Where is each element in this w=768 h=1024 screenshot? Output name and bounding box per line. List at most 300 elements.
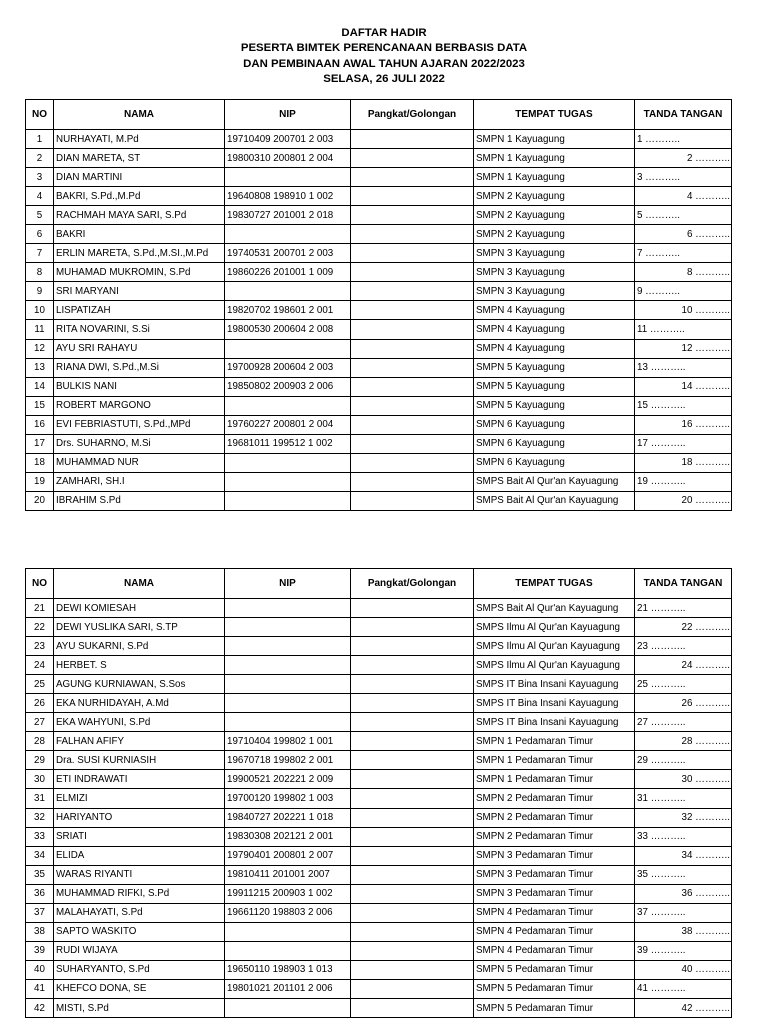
cell-pangkat xyxy=(351,998,474,1017)
cell-tanda-tangan: 5 ……….. xyxy=(635,206,732,225)
cell-nama: FALHAN AFIFY xyxy=(54,732,225,751)
cell-pangkat xyxy=(351,396,474,415)
cell-tanda-tangan: 30 ……….. xyxy=(635,770,732,789)
cell-nama: LISPATIZAH xyxy=(54,301,225,320)
table-row xyxy=(26,244,732,263)
cell-tempat: SMPN 5 Pedamaran Timur xyxy=(474,979,635,998)
cell-no: 31 xyxy=(26,789,54,808)
cell-pangkat xyxy=(351,472,474,491)
cell-tanda-tangan: 19 ……….. xyxy=(635,472,732,491)
cell-nip: 19800310 200801 2 004 xyxy=(225,149,351,168)
cell-no: 9 xyxy=(26,282,54,301)
cell-tempat: SMPN 5 Kayuagung xyxy=(474,358,635,377)
cell-nip: 19740531 200701 2 003 xyxy=(225,244,351,263)
cell-tanda-tangan: 10 ……….. xyxy=(635,301,732,320)
cell-nama: BAKRI xyxy=(54,225,225,244)
cell-nip xyxy=(225,282,351,301)
table-row xyxy=(26,979,732,998)
table-row xyxy=(26,903,732,922)
cell-nama: MISTI, S.Pd xyxy=(54,998,225,1017)
cell-pangkat xyxy=(351,922,474,941)
cell-no: 40 xyxy=(26,960,54,979)
cell-tempat: SMPS IT Bina Insani Kayuagung xyxy=(474,694,635,713)
table-row xyxy=(26,377,732,396)
cell-tempat: SMPN 4 Kayuagung xyxy=(474,301,635,320)
cell-tanda-tangan: 13 ……….. xyxy=(635,358,732,377)
cell-tanda-tangan: 16 ……….. xyxy=(635,415,732,434)
cell-nama: BULKIS NANI xyxy=(54,377,225,396)
table-row xyxy=(26,206,732,225)
cell-tempat: SMPN 3 Pedamaran Timur xyxy=(474,865,635,884)
cell-nama: MUHAMAD MUKROMIN, S.Pd xyxy=(54,263,225,282)
title-line-1: DAFTAR HADIR xyxy=(341,27,427,39)
cell-tanda-tangan: 39 ……….. xyxy=(635,941,732,960)
cell-nip xyxy=(225,225,351,244)
cell-no: 23 xyxy=(26,637,54,656)
cell-tempat: SMPN 1 Kayuagung xyxy=(474,149,635,168)
cell-no: 17 xyxy=(26,434,54,453)
cell-nip xyxy=(225,713,351,732)
cell-no: 11 xyxy=(26,320,54,339)
cell-tempat: SMPN 5 Kayuagung xyxy=(474,377,635,396)
cell-tanda-tangan: 15 ……….. xyxy=(635,396,732,415)
cell-pangkat xyxy=(351,656,474,675)
table-row xyxy=(26,320,732,339)
table-header-row xyxy=(26,569,732,599)
cell-tanda-tangan: 33 ……….. xyxy=(635,827,732,846)
cell-pangkat xyxy=(351,244,474,263)
cell-no: 13 xyxy=(26,358,54,377)
title-line-4: SELASA, 26 JULI 2022 xyxy=(323,72,445,85)
cell-nip: 19700928 200604 2 003 xyxy=(225,358,351,377)
cell-nip: 19700120 199802 1 003 xyxy=(225,789,351,808)
cell-pangkat xyxy=(351,434,474,453)
cell-nama: MALAHAYATI, S.Pd xyxy=(54,903,225,922)
cell-pangkat xyxy=(351,694,474,713)
cell-tempat: SMPN 2 Kayuagung xyxy=(474,206,635,225)
cell-no: 24 xyxy=(26,656,54,675)
document-title xyxy=(0,26,768,87)
header-pangkat: Pangkat/Golongan xyxy=(351,569,474,599)
cell-tempat: SMPN 2 Pedamaran Timur xyxy=(474,808,635,827)
cell-tanda-tangan: 38 ……….. xyxy=(635,922,732,941)
cell-nama: ZAMHARI, SH.I xyxy=(54,472,225,491)
cell-nama: MUHAMMAD NUR xyxy=(54,453,225,472)
table-row xyxy=(26,301,732,320)
cell-tempat: SMPN 5 Kayuagung xyxy=(474,396,635,415)
cell-tempat: SMPN 3 Pedamaran Timur xyxy=(474,846,635,865)
cell-nama: AYU SUKARNI, S.Pd xyxy=(54,637,225,656)
cell-no: 20 xyxy=(26,491,54,510)
cell-no: 27 xyxy=(26,713,54,732)
cell-tanda-tangan: 36 ……….. xyxy=(635,884,732,903)
cell-pangkat xyxy=(351,377,474,396)
cell-nama: SUHARYANTO, S.Pd xyxy=(54,960,225,979)
cell-nama: RUDI WIJAYA xyxy=(54,941,225,960)
table-row xyxy=(26,846,732,865)
cell-pangkat xyxy=(351,808,474,827)
cell-no: 3 xyxy=(26,168,54,187)
cell-no: 8 xyxy=(26,263,54,282)
cell-nama: ETI INDRAWATI xyxy=(54,770,225,789)
cell-tempat: SMPS Ilmu Al Qur'an Kayuagung xyxy=(474,618,635,637)
cell-nama: AYU SRI RAHAYU xyxy=(54,339,225,358)
cell-pangkat xyxy=(351,263,474,282)
cell-tanda-tangan: 20 ……….. xyxy=(635,491,732,510)
cell-pangkat xyxy=(351,827,474,846)
cell-nip: 19710409 200701 2 003 xyxy=(225,130,351,149)
cell-nip: 19801021 201101 2 006 xyxy=(225,979,351,998)
cell-nip xyxy=(225,472,351,491)
cell-nip: 19640808 198910 1 002 xyxy=(225,187,351,206)
cell-tanda-tangan: 1 ……….. xyxy=(635,130,732,149)
cell-tempat: SMPN 4 Kayuagung xyxy=(474,339,635,358)
cell-pangkat xyxy=(351,732,474,751)
cell-tanda-tangan: 40 ……….. xyxy=(635,960,732,979)
cell-nama: ELIDA xyxy=(54,846,225,865)
table-row xyxy=(26,656,732,675)
cell-pangkat xyxy=(351,282,474,301)
cell-nip: 19830727 201001 2 018 xyxy=(225,206,351,225)
cell-nama: KHEFCO DONA, SE xyxy=(54,979,225,998)
cell-no: 34 xyxy=(26,846,54,865)
cell-tempat: SMPS Bait Al Qur'an Kayuagung xyxy=(474,472,635,491)
cell-nip xyxy=(225,618,351,637)
cell-no: 4 xyxy=(26,187,54,206)
cell-nip: 19830308 202121 2 001 xyxy=(225,827,351,846)
cell-no: 29 xyxy=(26,751,54,770)
cell-nip: 19860226 201001 1 009 xyxy=(225,263,351,282)
cell-nip: 19800530 200604 2 008 xyxy=(225,320,351,339)
cell-no: 26 xyxy=(26,694,54,713)
cell-no: 14 xyxy=(26,377,54,396)
attendance-table-2 xyxy=(25,568,732,1018)
cell-nama: BAKRI, S.Pd.,M.Pd xyxy=(54,187,225,206)
attendance-table-1 xyxy=(25,99,732,511)
cell-tanda-tangan: 25 ……….. xyxy=(635,675,732,694)
header-tempat: TEMPAT TUGAS xyxy=(474,100,635,130)
cell-tanda-tangan: 32 ……….. xyxy=(635,808,732,827)
cell-pangkat xyxy=(351,941,474,960)
cell-tanda-tangan: 42 ……….. xyxy=(635,998,732,1017)
cell-tanda-tangan: 37 ……….. xyxy=(635,903,732,922)
table-row xyxy=(26,827,732,846)
cell-nama: HARIYANTO xyxy=(54,808,225,827)
table-row xyxy=(26,941,732,960)
table-row xyxy=(26,751,732,770)
cell-tempat: SMPN 4 Pedamaran Timur xyxy=(474,903,635,922)
table-row xyxy=(26,434,732,453)
cell-nama: DIAN MARETA, ST xyxy=(54,149,225,168)
cell-no: 22 xyxy=(26,618,54,637)
cell-nip: 19900521 202221 2 009 xyxy=(225,770,351,789)
cell-nip xyxy=(225,168,351,187)
cell-pangkat xyxy=(351,187,474,206)
cell-tanda-tangan: 35 ……….. xyxy=(635,865,732,884)
cell-pangkat xyxy=(351,751,474,770)
cell-nama: SRI MARYANI xyxy=(54,282,225,301)
cell-tempat: SMPN 1 Pedamaran Timur xyxy=(474,732,635,751)
table-row xyxy=(26,225,732,244)
cell-pangkat xyxy=(351,130,474,149)
cell-tanda-tangan: 4 ……….. xyxy=(635,187,732,206)
cell-pangkat xyxy=(351,618,474,637)
cell-nama: EKA WAHYUNI, S.Pd xyxy=(54,713,225,732)
cell-tanda-tangan: 23 ……….. xyxy=(635,637,732,656)
cell-nama: SAPTO WASKITO xyxy=(54,922,225,941)
cell-tempat: SMPN 5 Pedamaran Timur xyxy=(474,960,635,979)
header-nama: NAMA xyxy=(54,100,225,130)
table-row xyxy=(26,358,732,377)
cell-tempat: SMPN 1 Pedamaran Timur xyxy=(474,751,635,770)
cell-nama: ELMIZI xyxy=(54,789,225,808)
cell-nip xyxy=(225,339,351,358)
cell-tanda-tangan: 12 ……….. xyxy=(635,339,732,358)
cell-nip xyxy=(225,396,351,415)
cell-no: 36 xyxy=(26,884,54,903)
cell-pangkat xyxy=(351,301,474,320)
cell-nip: 19681011 199512 1 002 xyxy=(225,434,351,453)
cell-nip xyxy=(225,599,351,618)
cell-tanda-tangan: 7 ……….. xyxy=(635,244,732,263)
header-no: NO xyxy=(26,569,54,599)
cell-tanda-tangan: 28 ……….. xyxy=(635,732,732,751)
cell-tempat: SMPN 1 Kayuagung xyxy=(474,168,635,187)
cell-tanda-tangan: 11 ……….. xyxy=(635,320,732,339)
cell-tempat: SMPN 1 Pedamaran Timur xyxy=(474,770,635,789)
cell-no: 41 xyxy=(26,979,54,998)
cell-pangkat xyxy=(351,491,474,510)
cell-nip: 19760227 200801 2 004 xyxy=(225,415,351,434)
cell-no: 33 xyxy=(26,827,54,846)
table-row xyxy=(26,339,732,358)
cell-tempat: SMPS IT Bina Insani Kayuagung xyxy=(474,713,635,732)
cell-nama: ERLIN MARETA, S.Pd.,M.SI.,M.Pd xyxy=(54,244,225,263)
cell-pangkat xyxy=(351,339,474,358)
cell-nama: Drs. SUHARNO, M.Si xyxy=(54,434,225,453)
cell-tempat: SMPS IT Bina Insani Kayuagung xyxy=(474,675,635,694)
cell-tempat: SMPN 6 Kayuagung xyxy=(474,453,635,472)
cell-nip xyxy=(225,922,351,941)
cell-nip: 19670718 199802 2 001 xyxy=(225,751,351,770)
cell-no: 7 xyxy=(26,244,54,263)
table-row xyxy=(26,187,732,206)
cell-tempat: SMPN 1 Kayuagung xyxy=(474,130,635,149)
cell-tempat: SMPN 4 Pedamaran Timur xyxy=(474,922,635,941)
cell-tanda-tangan: 24 ……….. xyxy=(635,656,732,675)
header-ttd: TANDA TANGAN xyxy=(635,100,732,130)
cell-pangkat xyxy=(351,358,474,377)
cell-nip xyxy=(225,656,351,675)
cell-no: 21 xyxy=(26,599,54,618)
table-row xyxy=(26,789,732,808)
table-row xyxy=(26,149,732,168)
cell-no: 1 xyxy=(26,130,54,149)
cell-nip xyxy=(225,491,351,510)
cell-no: 28 xyxy=(26,732,54,751)
cell-pangkat xyxy=(351,206,474,225)
cell-pangkat xyxy=(351,960,474,979)
cell-no: 5 xyxy=(26,206,54,225)
cell-pangkat xyxy=(351,865,474,884)
header-nip: NIP xyxy=(225,100,351,130)
cell-tempat: SMPS Ilmu Al Qur'an Kayuagung xyxy=(474,637,635,656)
table-row xyxy=(26,618,732,637)
cell-nip: 19650110 198903 1 013 xyxy=(225,960,351,979)
cell-no: 25 xyxy=(26,675,54,694)
header-pangkat: Pangkat/Golongan xyxy=(351,100,474,130)
cell-nama: WARAS RIYANTI xyxy=(54,865,225,884)
table-row xyxy=(26,599,732,618)
table-row xyxy=(26,732,732,751)
table-row xyxy=(26,472,732,491)
cell-no: 19 xyxy=(26,472,54,491)
cell-no: 18 xyxy=(26,453,54,472)
table-row xyxy=(26,694,732,713)
cell-tanda-tangan: 18 ……….. xyxy=(635,453,732,472)
table-row xyxy=(26,770,732,789)
cell-tempat: SMPN 2 Kayuagung xyxy=(474,187,635,206)
cell-nip: 19810411 201001 2007 xyxy=(225,865,351,884)
cell-tanda-tangan: 3 ……….. xyxy=(635,168,732,187)
cell-nip xyxy=(225,675,351,694)
cell-tanda-tangan: 27 ……….. xyxy=(635,713,732,732)
header-ttd: TANDA TANGAN xyxy=(635,569,732,599)
cell-nama: MUHAMMAD RIFKI, S.Pd xyxy=(54,884,225,903)
cell-nama: Dra. SUSI KURNIASIH xyxy=(54,751,225,770)
cell-nip: 19911215 200903 1 002 xyxy=(225,884,351,903)
cell-nama: DEWI YUSLIKA SARI, S.TP xyxy=(54,618,225,637)
table-row xyxy=(26,491,732,510)
cell-pangkat xyxy=(351,675,474,694)
cell-pangkat xyxy=(351,320,474,339)
cell-tempat: SMPN 4 Pedamaran Timur xyxy=(474,941,635,960)
table-row xyxy=(26,808,732,827)
header-no: NO xyxy=(26,100,54,130)
title-line-3: DAN PEMBINAAN AWAL TAHUN AJARAN 2022/2023 xyxy=(243,57,525,70)
cell-nip: 19790401 200801 2 007 xyxy=(225,846,351,865)
cell-tanda-tangan: 31 ……….. xyxy=(635,789,732,808)
cell-tempat: SMPN 3 Pedamaran Timur xyxy=(474,884,635,903)
cell-nama: SRIATI xyxy=(54,827,225,846)
cell-tanda-tangan: 34 ……….. xyxy=(635,846,732,865)
table-row xyxy=(26,884,732,903)
cell-nip xyxy=(225,453,351,472)
cell-tempat: SMPN 2 Pedamaran Timur xyxy=(474,827,635,846)
cell-nama: HERBET. S xyxy=(54,656,225,675)
cell-tanda-tangan: 9 ……….. xyxy=(635,282,732,301)
table-row xyxy=(26,713,732,732)
cell-tempat: SMPS Bait Al Qur'an Kayuagung xyxy=(474,599,635,618)
cell-no: 30 xyxy=(26,770,54,789)
cell-nama: RIANA DWI, S.Pd.,M.Si xyxy=(54,358,225,377)
cell-pangkat xyxy=(351,149,474,168)
cell-tempat: SMPN 2 Kayuagung xyxy=(474,225,635,244)
cell-pangkat xyxy=(351,415,474,434)
table-row xyxy=(26,453,732,472)
cell-no: 32 xyxy=(26,808,54,827)
cell-nama: DEWI KOMIESAH xyxy=(54,599,225,618)
cell-tanda-tangan: 26 ……….. xyxy=(635,694,732,713)
cell-pangkat xyxy=(351,599,474,618)
cell-nama: RACHMAH MAYA SARI, S.Pd xyxy=(54,206,225,225)
cell-nama: NURHAYATI, M.Pd xyxy=(54,130,225,149)
cell-tanda-tangan: 22 ……….. xyxy=(635,618,732,637)
cell-tempat: SMPN 3 Kayuagung xyxy=(474,263,635,282)
cell-tanda-tangan: 6 ……….. xyxy=(635,225,732,244)
cell-no: 42 xyxy=(26,998,54,1017)
cell-tanda-tangan: 2 ……….. xyxy=(635,149,732,168)
title-line-2: PESERTA BIMTEK PERENCANAAN BERBASIS DATA xyxy=(240,42,528,55)
cell-tempat: SMPN 3 Kayuagung xyxy=(474,244,635,263)
cell-pangkat xyxy=(351,979,474,998)
cell-pangkat xyxy=(351,225,474,244)
table-row xyxy=(26,415,732,434)
cell-tempat: SMPN 6 Kayuagung xyxy=(474,434,635,453)
cell-tempat: SMPS Ilmu Al Qur'an Kayuagung xyxy=(474,656,635,675)
table-row xyxy=(26,675,732,694)
cell-tanda-tangan: 41 ……….. xyxy=(635,979,732,998)
table-header-row xyxy=(26,100,732,130)
cell-pangkat xyxy=(351,884,474,903)
cell-tempat: SMPS Bait Al Qur'an Kayuagung xyxy=(474,491,635,510)
cell-nip: 19820702 198601 2 001 xyxy=(225,301,351,320)
cell-pangkat xyxy=(351,168,474,187)
cell-tempat: SMPN 5 Pedamaran Timur xyxy=(474,998,635,1017)
cell-nama: IBRAHIM S.Pd xyxy=(54,491,225,510)
cell-tempat: SMPN 3 Kayuagung xyxy=(474,282,635,301)
cell-no: 35 xyxy=(26,865,54,884)
cell-no: 2 xyxy=(26,149,54,168)
cell-no: 38 xyxy=(26,922,54,941)
cell-nip xyxy=(225,694,351,713)
cell-tanda-tangan: 8 ……….. xyxy=(635,263,732,282)
cell-pangkat xyxy=(351,453,474,472)
table-row xyxy=(26,637,732,656)
cell-tempat: SMPN 4 Kayuagung xyxy=(474,320,635,339)
cell-nip: 19710404 199802 1 001 xyxy=(225,732,351,751)
cell-pangkat xyxy=(351,846,474,865)
cell-nip xyxy=(225,998,351,1017)
table-row xyxy=(26,263,732,282)
cell-nama: RITA NOVARINI, S.Si xyxy=(54,320,225,339)
cell-pangkat xyxy=(351,713,474,732)
cell-nama: AGUNG KURNIAWAN, S.Sos xyxy=(54,675,225,694)
table-row xyxy=(26,865,732,884)
cell-pangkat xyxy=(351,789,474,808)
cell-nip xyxy=(225,941,351,960)
cell-nip: 19661120 198803 2 006 xyxy=(225,903,351,922)
cell-nama: EVI FEBRIASTUTI, S.Pd.,MPd xyxy=(54,415,225,434)
table-row xyxy=(26,396,732,415)
header-nip: NIP xyxy=(225,569,351,599)
cell-no: 6 xyxy=(26,225,54,244)
cell-tanda-tangan: 21 ……….. xyxy=(635,599,732,618)
header-tempat: TEMPAT TUGAS xyxy=(474,569,635,599)
cell-no: 39 xyxy=(26,941,54,960)
cell-pangkat xyxy=(351,903,474,922)
cell-pangkat xyxy=(351,637,474,656)
table-row xyxy=(26,168,732,187)
cell-no: 12 xyxy=(26,339,54,358)
table-row xyxy=(26,998,732,1017)
cell-tempat: SMPN 2 Pedamaran Timur xyxy=(474,789,635,808)
cell-nama: ROBERT MARGONO xyxy=(54,396,225,415)
header-nama: NAMA xyxy=(54,569,225,599)
cell-tempat: SMPN 6 Kayuagung xyxy=(474,415,635,434)
cell-no: 10 xyxy=(26,301,54,320)
cell-nama: EKA NURHIDAYAH, A.Md xyxy=(54,694,225,713)
